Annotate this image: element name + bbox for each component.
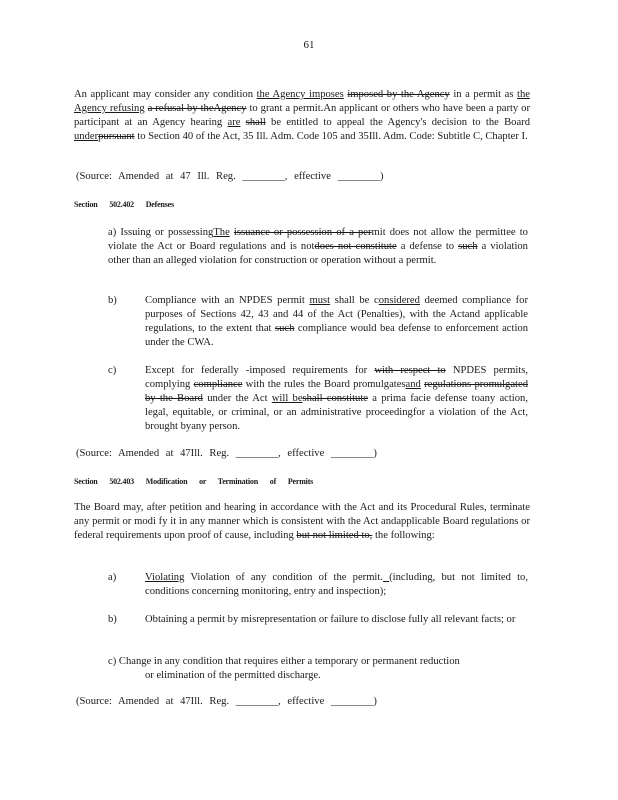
subsection-label: c) — [108, 656, 117, 667]
subsection-b: b) Compliance with an NPDES permit must shall be considered deemed compliance for purposes of Sections 42, 43 and 44 of the Act (Penalties), with the Actand applicable regulations, to the extent that such compliance would bea defense to enforcement action under the CWA. — [108, 295, 528, 348]
cause-c: c) Change in any condition that requires either a temporary or permanent reduction or elimination of the permitted discharge. — [108, 656, 460, 681]
source-note: (Source: Amended at 47Ill. Reg. ________, effective ________) — [76, 448, 377, 459]
cause-b: b) Obtaining a permit by misrepresentation or failure to disclose fully all relevant facts; or — [108, 614, 516, 625]
subsection-label: c) — [108, 365, 117, 376]
subsection-a: a) Issuing or possessingThe issuance or possession of a permit does not allow the permittee to violate the Act or Board regulations and is notdoes not constitute a defense to such a violation other than an alleged violation for construction or operation without a permit. — [108, 227, 528, 266]
cause-a: a) Violating Violation of any condition of the permit. (including, but not limited to, conditions concerning monitoring, entry and inspection); — [108, 572, 528, 597]
subsection-label: b) — [108, 295, 117, 306]
source-note: (Source: Amended at 47 Ill. Reg. ________, effective ________) — [76, 171, 384, 182]
subsection-c: c) Except for federally -imposed requirements for with respect to NPDES permits, complying compliance with the rules the Board promulgatesand regulations promulgated by the Board under the Act will beshall constitute a prima facie defense toany action, legal, equitable, or criminal, or an administrative proceedingfor a violation of the Act, brought byany person. — [108, 365, 528, 432]
subsection-label: a) — [108, 227, 117, 238]
section-heading: Section 502.403 Modification or Termination of Permits — [74, 477, 314, 486]
appeal-paragraph: An applicant may consider any condition the Agency imposes imposed by the Agency in a permit as the Agency refusing a refusal by theAgency to grant a permit.An applicant or others who have been a party or participant at an Agency hearing are shall be entitled to appeal the Agency's decision to the Board underpursuant to Section 40 of the Act, 35 Ill. Adm. Code 105 and 35Ill. Adm. Code: Subtitle C, Chapter I. — [74, 89, 530, 142]
subsection-label: a) — [108, 572, 117, 583]
page-number: 61 — [303, 39, 315, 51]
section-heading: Section 502.402 Defenses — [74, 200, 174, 209]
subsection-label: b) — [108, 614, 117, 625]
source-note: (Source: Amended at 47Ill. Reg. ________, effective ________) — [76, 696, 377, 707]
modification-paragraph: The Board may, after petition and hearing in accordance with the Act and its Procedural Rules, terminate any permit or modi fy it in any manner which is consistent with the Act andapplicable Board regulations or federal requirements upon proof of cause, including but not limited to, the following: — [74, 502, 530, 541]
